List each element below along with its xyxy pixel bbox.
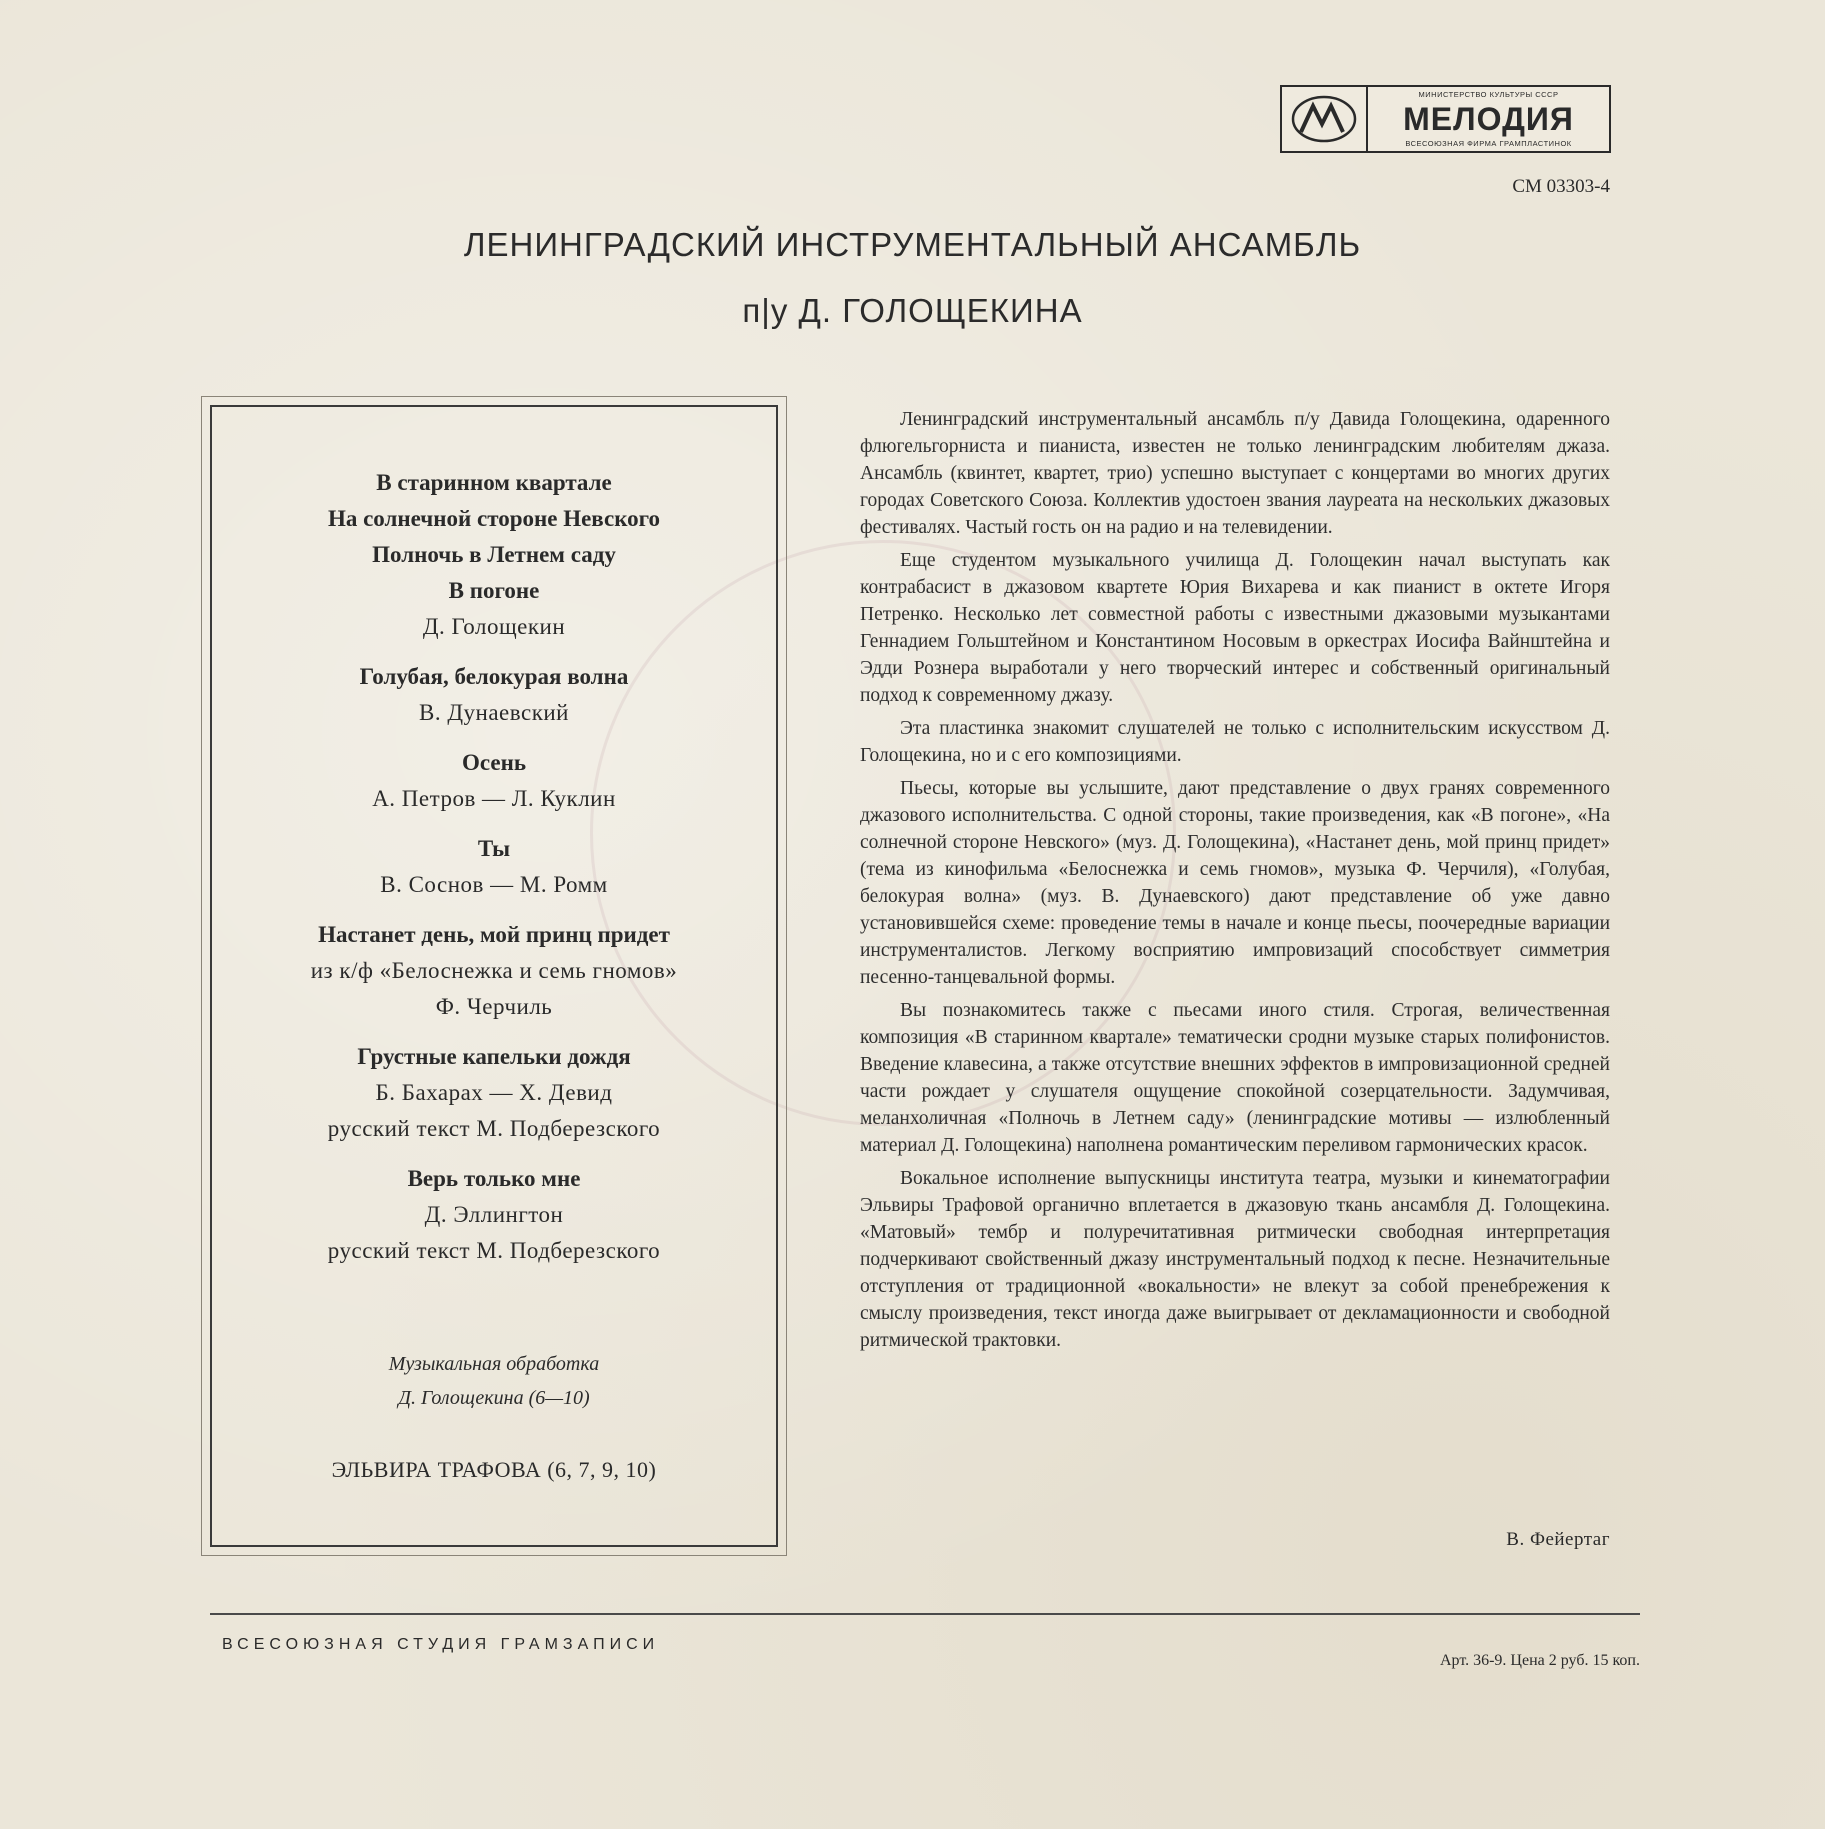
- track-group: [212, 917, 776, 1025]
- price-line: Арт. 36-9. Цена 2 руб. 15 коп.: [1439, 1652, 1640, 1669]
- track-title: Настанет день, мой принц придет: [318, 922, 670, 947]
- catalog-number: СМ 03303-4: [1512, 176, 1610, 197]
- track-title: Осень: [461, 750, 526, 775]
- melodiya-logo-icon: [1282, 87, 1368, 151]
- album-subtitle: п|у Д. ГОЛОЩЕКИНА: [742, 292, 1083, 329]
- track-title: Ты: [477, 836, 511, 861]
- track-credit: русский текст М. Подберезского: [327, 1238, 661, 1263]
- track-title: На солнечной стороне Невского: [327, 506, 661, 531]
- track-credit: Ф. Черчиль: [435, 994, 553, 1019]
- album-title: ЛЕНИНГРАДСКИЙ ИНСТРУМЕНТАЛЬНЫЙ АНСАМБЛЬ: [463, 226, 1362, 263]
- track-title: В старинном квартале: [376, 470, 612, 495]
- track-credit: В. Соснов — М. Ромм: [380, 872, 608, 897]
- footer-divider: [210, 1613, 1640, 1615]
- track-credit: Б. Бахарах — Х. Девид: [375, 1080, 613, 1105]
- track-credit: Д. Голощекин: [422, 614, 566, 639]
- arrangement-line: Музыкальная обработка: [388, 1353, 600, 1375]
- studio-name: ВСЕСОЮЗНАЯ СТУДИЯ ГРАМЗАПИСИ: [222, 1636, 660, 1653]
- logo-ministry-line: МИНИСТЕРСТВО КУЛЬТУРЫ СССР: [1418, 90, 1559, 99]
- track-title: Голубая, белокурая волна: [359, 664, 629, 689]
- notes-paragraph: Ленинградский инструментальный ансамбль п/у Давида Голощекина, одаренного флюгельгорниста и пианиста, известен не только ленинградским любителям джаза. Ансамбль (квинтет, квартет, трио) успешно выступает с концертами во многих других городах Советского Союза. Коллектив удостоен звания лауреата на нескольких джазовых фестивалях. Частый гость он на радио и на телевидении.: [860, 409, 1610, 538]
- notes-author: В. Фейертаг: [1506, 1529, 1610, 1550]
- arrangement-line: Д. Голощекина (6—10): [398, 1387, 590, 1409]
- notes-paragraph: Вы познакомитесь также с пьесами иного стиля. Строгая, величественная композиция «В старинном квартале» тематически сродни музыке старых полифонистов. Введение клавесина, а также отсутствие внешних эффектов в импровизационной средней части рождает у слушателя ощущение спокойной созерцательности. Задумчивая, меланхоличная «Полночь в Летнем саду» (ленинградские мотивы — излюбленный материал Д. Голощекина) наполнена романтическим переливом гармонических красок.: [860, 1000, 1610, 1156]
- tracklist-box: [210, 405, 778, 1547]
- liner-notes: [860, 406, 1610, 1360]
- vocalist-credit: ЭЛЬВИРА ТРАФОВА (6, 7, 9, 10): [331, 1457, 657, 1482]
- notes-paragraph: Еще студентом музыкального училища Д. Голощекин начал выступать как контрабасист в джазовом квартете Юрия Вихарева и как пианист в октете Игоря Петренко. Несколько лет совместной работы с известными джазовыми музыкантами Геннадием Гольштейном и Константином Носовым в оркестрах Иосифа Вайнштейна и Эдди Рознера выработали у него творческий интерес и собственный оригинальный подход к современному джазу.: [860, 550, 1610, 706]
- melodiya-logo: [1280, 85, 1611, 153]
- logo-brand: МЕЛОДИЯ: [1403, 101, 1574, 137]
- track-title: Верь только мне: [407, 1166, 581, 1191]
- notes-paragraph: Вокальное исполнение выпускницы института театра, музыки и кинематографии Эльвиры Трафовой органично вплетается в джазовую ткань ансамбля Д. Голощекина. «Матовый» тембр и полуречитативная ритмически свободная интерпретация подчеркивают свойственный джазу инструментальный подход к песне. Незначительные отступления от традиционной «вокальности» не влекут за собой пренебрежения к смыслу произведения, текст иногда даже выигрывает от декламационности и свободной ритмической трактовки.: [860, 1168, 1610, 1351]
- arrangement-credit: [212, 1347, 776, 1415]
- track-group: [212, 745, 776, 817]
- track-group: [212, 659, 776, 731]
- track-credit: В. Дунаевский: [419, 700, 569, 725]
- track-credit: А. Петров — Л. Куклин: [372, 786, 616, 811]
- track-credit: русский текст М. Подберезского: [327, 1116, 661, 1141]
- tracklist: [212, 465, 776, 1283]
- track-group: [212, 1161, 776, 1269]
- track-group: [212, 831, 776, 903]
- logo-firm-line: ВСЕСОЮЗНАЯ ФИРМА ГРАМПЛАСТИНОК: [1405, 139, 1572, 148]
- track-group: [212, 465, 776, 645]
- track-title: Грустные капельки дождя: [357, 1044, 631, 1069]
- notes-paragraph: Пьесы, которые вы услышите, дают представление о двух гранях современного джазового исполнительства. С одной стороны, такие произведения, как «В погоне», «На солнечной стороне Невского» (муз. Д. Голощекина), «Настанет день, мой принц придет» (тема из кинофильма «Белоснежка и семь гномов», музыка Ф. Черчиля), «Голубая, белокурая волна» (муз. В. Дунаевского) дают представление об уже давно установившейся схеме: проведение темы в начале и конце пьесы, поочередные вариации инструменталистов. Легкому восприятию импровизаций способствует симметрия песенно-танцевальной формы.: [860, 778, 1610, 988]
- notes-paragraph: Эта пластинка знакомит слушателей не только с исполнительским искусством Д. Голощекина, но и с его композициями.: [860, 718, 1610, 766]
- track-title: В погоне: [448, 578, 540, 603]
- track-credit: Д. Эллингтон: [424, 1202, 564, 1227]
- track-group: [212, 1039, 776, 1147]
- track-credit: из к/ф «Белоснежка и семь гномов»: [310, 958, 678, 983]
- track-title: Полночь в Летнем саду: [372, 542, 616, 567]
